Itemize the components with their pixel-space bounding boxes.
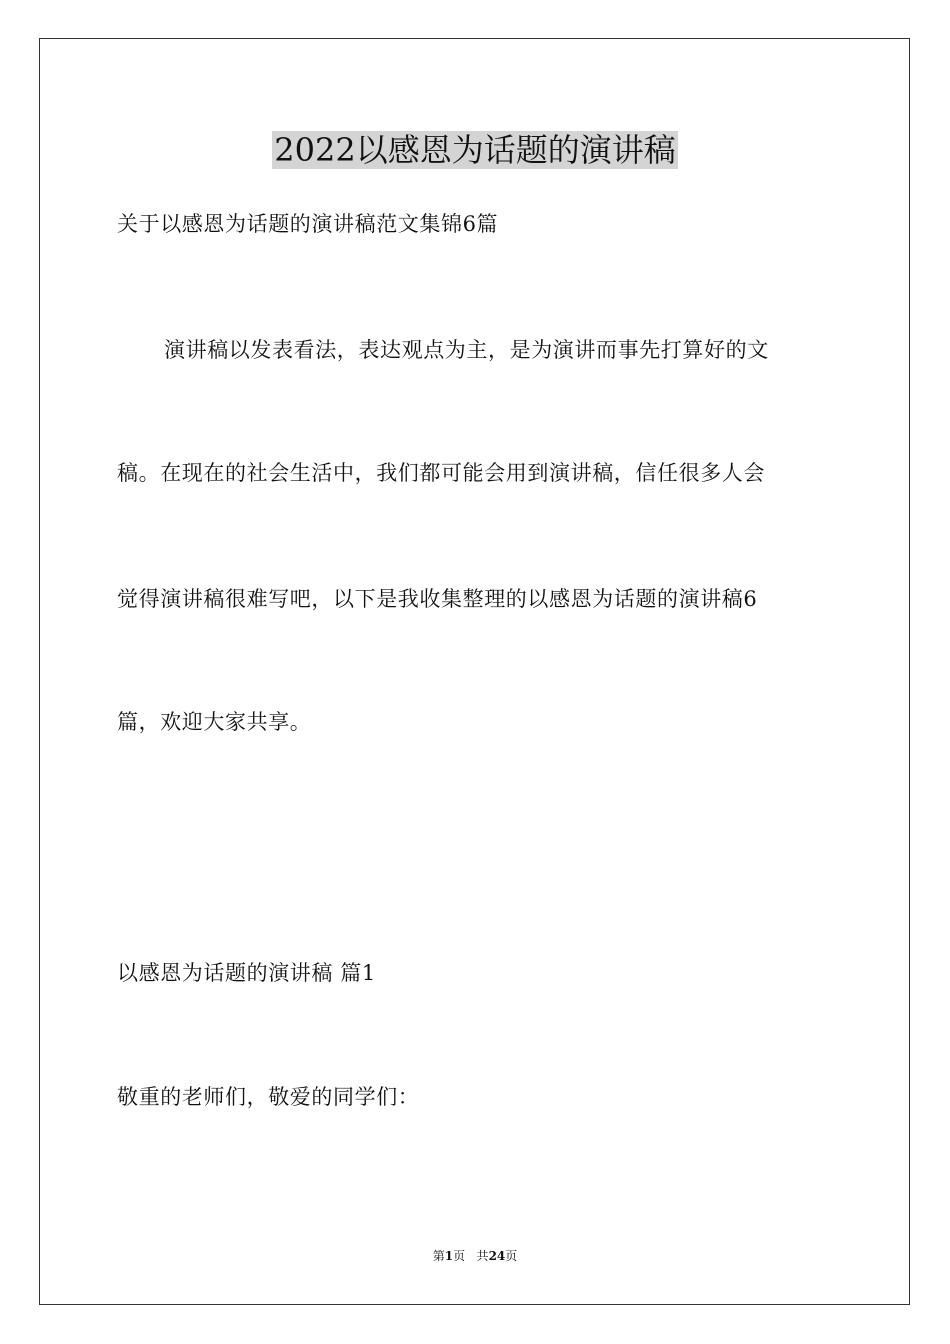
footer-total-prefix: 共: [476, 1249, 489, 1263]
section-heading: 以感恩为话题的演讲稿 篇1: [117, 961, 376, 985]
footer-page-suffix: 页: [453, 1249, 466, 1263]
document-subtitle: 关于以感恩为话题的演讲稿范文集锦6篇: [117, 212, 499, 236]
footer-prefix: 第: [432, 1249, 445, 1263]
page-footer: [0, 1247, 950, 1265]
intro-line-2: 稿。在现在的社会生活中，我们都可能会用到演讲稿，信任很多人会: [117, 461, 765, 485]
footer-total-pages: 24: [488, 1249, 506, 1263]
footer-current-page: 1: [444, 1249, 454, 1263]
intro-line-3: 觉得演讲稿很难写吧，以下是我收集整理的以感恩为话题的演讲稿6: [117, 587, 758, 611]
document-title-text: 2022以感恩为话题的演讲稿: [274, 131, 676, 169]
document-title: [0, 128, 950, 172]
footer-total-suffix: 页: [505, 1249, 518, 1263]
salutation: 敬重的老师们，敬爱的同学们：: [117, 1085, 420, 1109]
intro-line-1: 演讲稿以发表看法，表达观点为主，是为演讲而事先打算好的文: [164, 338, 769, 362]
intro-line-4: 篇，欢迎大家共享。: [117, 710, 312, 734]
